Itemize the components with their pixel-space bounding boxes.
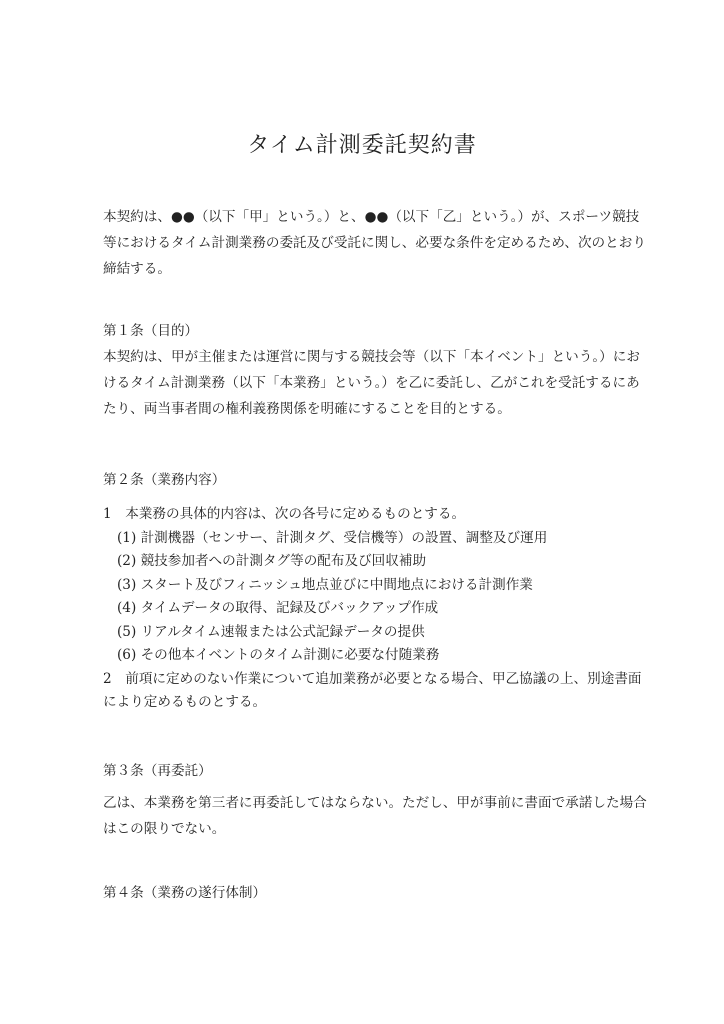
- text-line: たり、両当事者間の権利義務関係を明確にすることを目的とする。: [103, 401, 511, 417]
- article-1: [103, 318, 640, 422]
- text-line: 本契約は、甲が主催または運営に関与する競技会等（以下「本イベント」という。）にお: [103, 349, 640, 365]
- text-line: けるタイム計測業務（以下「本業務」という。）を乙に委託し、乙がこれを受託するにあ: [103, 375, 640, 391]
- article-4: [103, 880, 623, 906]
- text-line: 等におけるタイム計測業務の委託及び受託に関し、必要な条件を定めるため、次のとおり: [103, 235, 646, 251]
- preamble: [103, 204, 646, 282]
- text-line: により定めるものとする。: [103, 694, 267, 710]
- sub-item: (4) タイムデータの取得、記録及びバックアップ作成: [117, 600, 439, 616]
- article-heading: 第４条（業務の遂行体制）: [103, 885, 267, 901]
- clause-item: 2 前項に定めのない作業について追加業務が必要となる場合、甲乙協議の上、別途書面: [103, 670, 642, 687]
- text-line: はこの限りでない。: [103, 821, 226, 837]
- article-heading: 第１条（目的）: [103, 323, 199, 339]
- document-title: タイム計測委託契約書: [247, 133, 477, 158]
- clause-item: 1 本業務の具体的内容は、次の各号に定めるものとする。: [103, 506, 466, 522]
- sub-item: (5) リアルタイム速報または公式記録データの提供: [117, 623, 425, 640]
- text-line: 締結する。: [103, 261, 171, 277]
- article-heading: 第２条（業務内容）: [103, 472, 226, 488]
- sub-item: (1) 計測機器（センサー、計測タグ、受信機等）の設置、調整及び運用: [117, 529, 548, 546]
- article-2-heading-block: [103, 467, 623, 493]
- article-heading: 第３条（再委託）: [103, 763, 212, 779]
- article-2: [103, 503, 642, 715]
- text-line: 本契約は、●●（以下「甲」という。）と、●●（以下「乙」という。）が、スポーツ競技: [103, 209, 640, 225]
- sub-item: (6) その他本イベントのタイム計測に必要な付随業務: [117, 647, 440, 663]
- text-line: 乙は、本業務を第三者に再委託してはならない。ただし、甲が事前に書面で承諾した場合: [103, 795, 647, 811]
- sub-item: (3) スタート及びフィニッシュ地点並びに中間地点における計測作業: [117, 576, 533, 593]
- sub-item: (2) 競技参加者への計測タグ等の配布及び回収補助: [117, 553, 427, 569]
- article-3: [103, 758, 647, 842]
